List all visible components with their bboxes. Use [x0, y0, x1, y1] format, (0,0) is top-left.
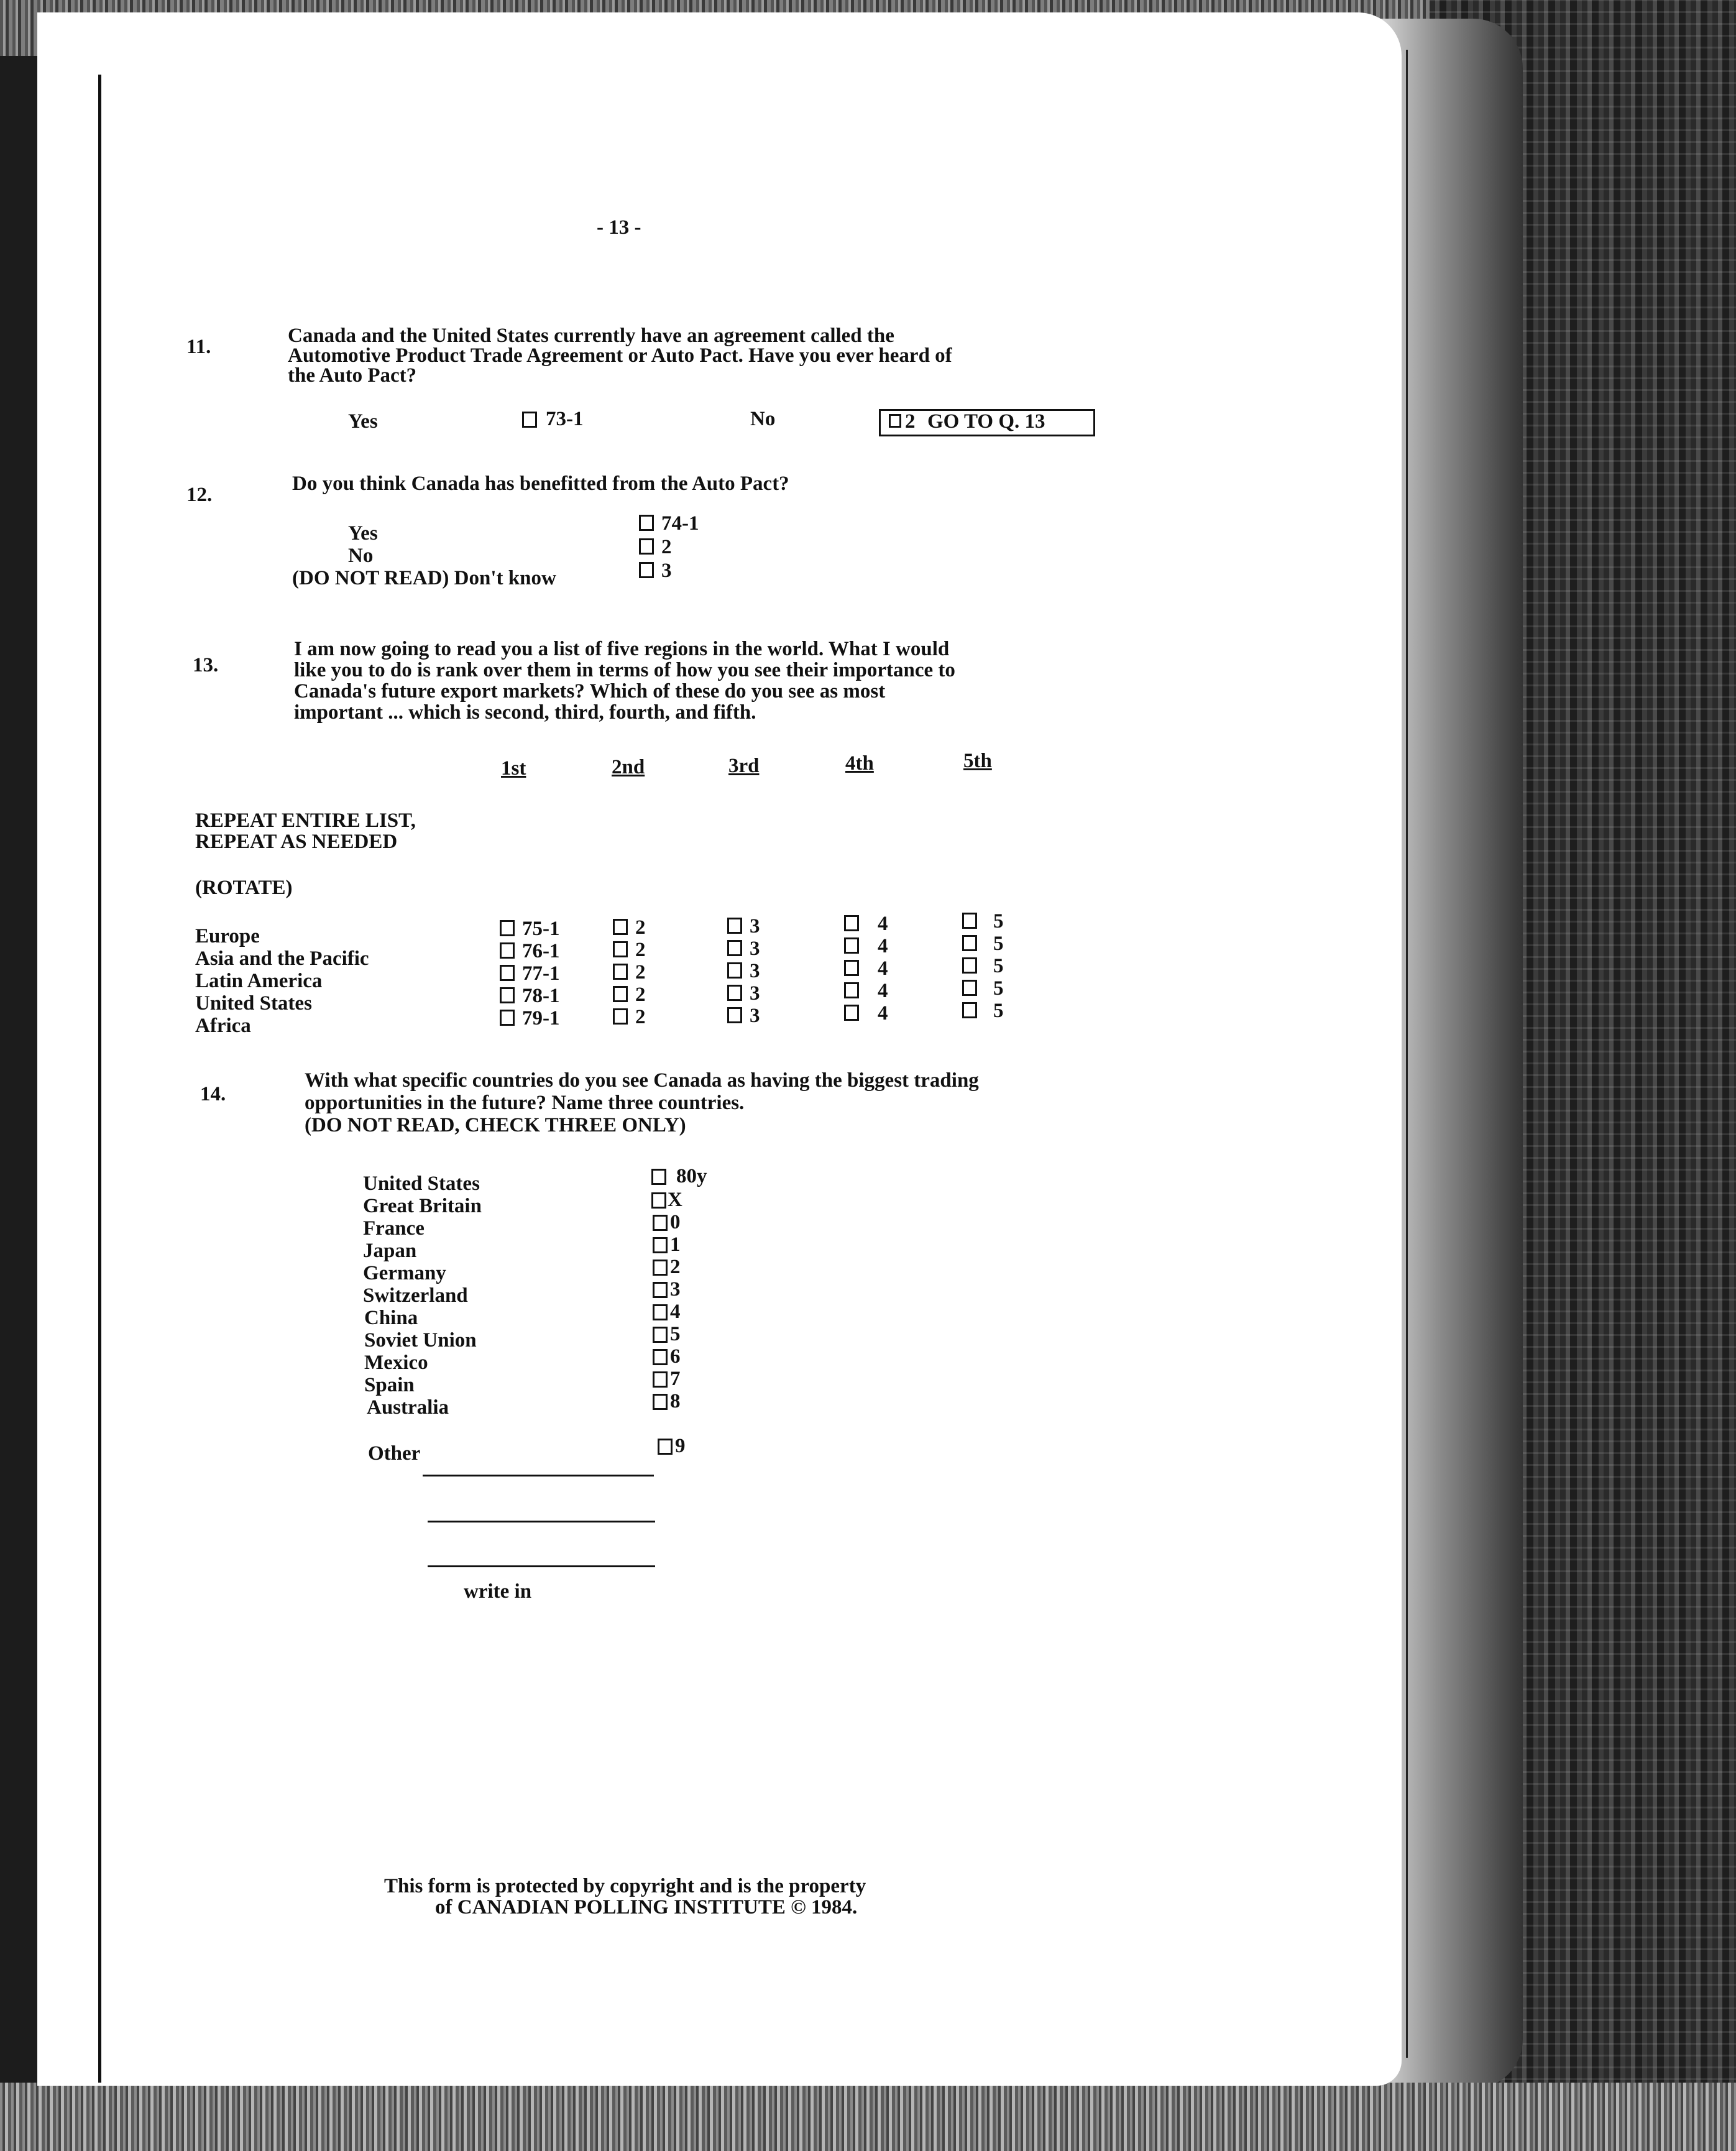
option-code: 4 [878, 980, 888, 1002]
option-code: 4 [670, 1301, 681, 1323]
option-code: 2 [670, 1256, 681, 1278]
write-in-line[interactable] [428, 1565, 655, 1567]
checkbox[interactable] [844, 937, 859, 954]
page-number: - 13 - [597, 216, 641, 239]
question-line: important ... which is second, third, fourth, and fifth. [294, 701, 756, 724]
country-name: United States [363, 1172, 480, 1195]
rotate-instruction: (ROTATE) [195, 877, 293, 899]
option-code: 3 [750, 937, 760, 960]
checkbox[interactable] [653, 1282, 668, 1298]
interviewer-instruction: REPEAT AS NEEDED [195, 831, 398, 853]
write-in-line[interactable] [423, 1475, 654, 1476]
option-code: 2 [661, 536, 672, 558]
option-code: 3 [750, 960, 760, 982]
country-name: Mexico [364, 1352, 428, 1374]
write-in-line[interactable] [428, 1521, 655, 1522]
region-name: Africa [195, 1015, 251, 1037]
checkbox[interactable] [653, 1304, 668, 1320]
question-line: like you to do is rank over them in terms of how you see their importance to [294, 659, 955, 681]
checkbox[interactable] [500, 1010, 515, 1026]
checkbox[interactable] [962, 980, 977, 996]
option-code: 0 [670, 1211, 681, 1233]
option-code: 4 [878, 913, 888, 935]
option-code: 5 [993, 977, 1004, 1000]
option-code: 5 [670, 1323, 681, 1345]
region-name: Europe [195, 925, 260, 947]
checkbox[interactable] [844, 960, 859, 976]
option-code: 74-1 [661, 512, 699, 535]
country-name: Japan [363, 1240, 417, 1262]
scan-border-bottom [0, 2083, 1736, 2151]
question-text: Do you think Canada has benefitted from the Auto Pact? [292, 472, 789, 495]
checkbox[interactable] [639, 515, 654, 531]
option-code: 3 [750, 1005, 760, 1027]
option-code: 80y [676, 1165, 707, 1187]
option-code: 5 [993, 1000, 1004, 1022]
rank-header-5th: 5th [963, 750, 992, 772]
question-line: I am now going to read you a list of five regions in the world. What I would [294, 638, 950, 660]
question-number: 12. [186, 484, 213, 506]
option-code: 3 [670, 1278, 681, 1301]
checkbox[interactable] [962, 913, 977, 929]
checkbox[interactable] [653, 1237, 668, 1253]
option-code: 2 [635, 916, 646, 939]
copyright-line: This form is protected by copyright and is the property [384, 1875, 866, 1897]
checkbox[interactable] [500, 920, 515, 936]
country-name: Australia [367, 1396, 449, 1419]
checkbox[interactable] [639, 538, 654, 555]
checkbox[interactable] [613, 986, 628, 1002]
other-label: Other [368, 1442, 421, 1465]
option-code: X [668, 1189, 682, 1211]
checkbox[interactable] [653, 1394, 668, 1410]
option-label: (DO NOT READ) Don't know [292, 567, 556, 589]
option-code: 2 [635, 983, 646, 1006]
country-name: Soviet Union [364, 1329, 477, 1352]
question-number: 13. [193, 654, 219, 676]
checkbox[interactable] [962, 1002, 977, 1018]
question-number: 14. [200, 1083, 226, 1105]
checkbox[interactable] [653, 1260, 668, 1276]
checkbox[interactable] [613, 964, 628, 980]
option-code: 2 [905, 410, 916, 433]
checkbox[interactable] [727, 985, 742, 1001]
question-line: Canada's future export markets? Which of these do you see as most [294, 680, 886, 702]
question-line: opportunities in the future? Name three countries. [305, 1092, 745, 1114]
option-code: 2 [635, 1006, 646, 1028]
option-code: 6 [670, 1345, 681, 1368]
checkbox[interactable] [500, 942, 515, 959]
document-page [37, 12, 1402, 2086]
checkbox[interactable] [962, 957, 977, 974]
checkbox[interactable] [500, 987, 515, 1003]
checkbox[interactable] [844, 915, 859, 931]
option-code: 5 [993, 910, 1004, 933]
rank-header-3rd: 3rd [728, 755, 760, 777]
option-code: 73-1 [546, 408, 584, 430]
checkbox[interactable] [613, 941, 628, 957]
option-code: 1 [670, 1233, 681, 1256]
option-code: 8 [670, 1390, 681, 1412]
copyright-line: of CANADIAN POLLING INSTITUTE © 1984. [435, 1896, 858, 1918]
option-code: 7 [670, 1368, 681, 1390]
checkbox[interactable] [727, 962, 742, 979]
checkbox[interactable] [962, 935, 977, 951]
option-label-yes: Yes [348, 410, 378, 433]
option-code: 5 [993, 955, 1004, 977]
country-name: France [363, 1217, 425, 1240]
checkbox-yes[interactable] [522, 412, 537, 428]
option-code: 4 [878, 935, 888, 957]
option-code: 77-1 [522, 962, 560, 985]
checkbox-no[interactable] [889, 414, 901, 428]
option-code: 4 [878, 957, 888, 980]
option-code: 5 [993, 933, 1004, 955]
checkbox[interactable] [653, 1349, 668, 1365]
margin-line [98, 75, 101, 2083]
country-name: Germany [363, 1262, 446, 1284]
option-code: 3 [661, 560, 672, 582]
checkbox[interactable] [653, 1215, 668, 1231]
region-name: Asia and the Pacific [195, 947, 369, 970]
option-code: 9 [675, 1435, 686, 1457]
checkbox[interactable] [727, 940, 742, 956]
checkbox-other[interactable] [658, 1439, 673, 1455]
option-code: 75-1 [522, 918, 560, 940]
question-line: Automotive Product Trade Agreement or Auto Pact. Have you ever heard of [288, 344, 952, 367]
option-code: 76-1 [522, 940, 560, 962]
question-line: With what specific countries do you see Canada as having the biggest trading [305, 1069, 979, 1092]
option-code: 78-1 [522, 985, 560, 1007]
checkbox[interactable] [639, 562, 654, 578]
option-code: 2 [635, 961, 646, 983]
checkbox[interactable] [613, 919, 628, 935]
question-line: Canada and the United States currently have an agreement called the [288, 325, 894, 347]
skip-instruction: GO TO Q. 13 [927, 410, 1045, 433]
option-code: 79-1 [522, 1007, 560, 1029]
checkbox[interactable] [653, 1327, 668, 1343]
rank-header-2nd: 2nd [612, 756, 645, 778]
rank-header-1st: 1st [501, 757, 526, 780]
checkbox[interactable] [844, 982, 859, 998]
checkbox[interactable] [727, 918, 742, 934]
interviewer-instruction: REPEAT ENTIRE LIST, [195, 809, 416, 832]
question-line: the Auto Pact? [288, 364, 417, 387]
option-label-no: No [750, 408, 776, 430]
rank-header-4th: 4th [845, 752, 874, 775]
checkbox[interactable] [500, 965, 515, 981]
option-label: No [348, 545, 374, 567]
country-name: Spain [364, 1374, 415, 1396]
option-code: 4 [878, 1002, 888, 1025]
checkbox[interactable] [651, 1169, 666, 1185]
country-name: China [364, 1307, 418, 1329]
country-name: Great Britain [363, 1195, 482, 1217]
option-code: 3 [750, 915, 760, 937]
checkbox[interactable] [653, 1371, 668, 1388]
checkbox[interactable] [727, 1007, 742, 1023]
checkbox[interactable] [651, 1192, 666, 1209]
option-code: 3 [750, 982, 760, 1005]
checkbox[interactable] [613, 1008, 628, 1025]
region-name: Latin America [195, 970, 323, 992]
page-edge-line [1406, 50, 1408, 2058]
question-number: 11. [186, 336, 211, 358]
write-in-label: write in [464, 1580, 532, 1603]
option-code: 2 [635, 939, 646, 961]
option-label: Yes [348, 522, 378, 545]
region-name: United States [195, 992, 312, 1015]
country-name: Switzerland [363, 1284, 468, 1307]
checkbox[interactable] [844, 1005, 859, 1021]
question-line: (DO NOT READ, CHECK THREE ONLY) [305, 1114, 686, 1136]
